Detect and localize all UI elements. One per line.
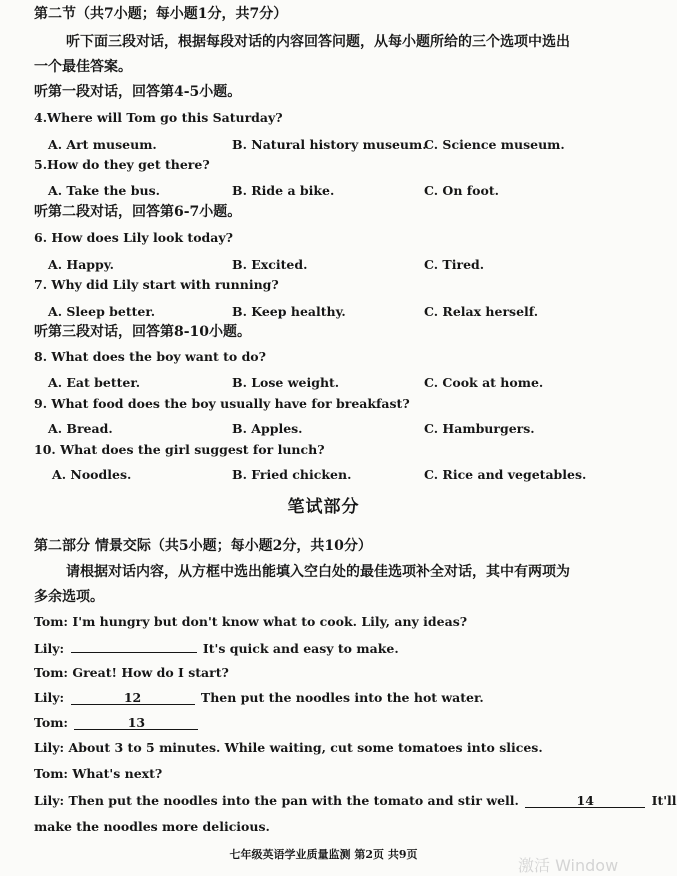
listening-instruction-line-1: 听下面三段对话，根据每段对话的内容回答问题，从每小题所给的三个选项中选出 xyxy=(66,34,570,50)
question-6-option-b: B. Excited. xyxy=(232,257,308,272)
question-5-option-a: A. Take the bus. xyxy=(48,183,160,198)
part-2-instruction-line-2: 多余选项。 xyxy=(34,589,104,605)
question-7: 7. Why did Lily start with running? xyxy=(34,277,279,292)
question-6-option-a: A. Happy. xyxy=(48,257,114,272)
written-test-title: 笔试部分 xyxy=(287,497,360,517)
question-9-option-c: C. Hamburgers. xyxy=(424,421,535,436)
dialog-2-heading: 听第二段对话，回答第6-7小题。 xyxy=(34,204,242,220)
dialogue-speaker: Lily: xyxy=(34,641,65,656)
question-4: 4.Where will Tom go this Saturday? xyxy=(34,110,283,125)
dialogue-line-8 xyxy=(34,793,677,809)
listening-section-title: 第二节（共7小题；每小题1分，共7分） xyxy=(34,6,288,22)
page-footer: 七年级英语学业质量监测 第2页 共9页 xyxy=(229,848,418,861)
listening-instruction-line-2: 一个最佳答案。 xyxy=(34,59,132,75)
question-4-option-a: A. Art museum. xyxy=(48,137,157,152)
dialogue-line-6: Lily: About 3 to 5 minutes. While waiting, cut some tomatoes into slices. xyxy=(34,740,543,755)
question-8: 8. What does the boy want to do? xyxy=(34,349,266,364)
question-6-option-c: C. Tired. xyxy=(424,257,485,272)
question-8-option-c: C. Cook at home. xyxy=(424,375,544,390)
dialogue-text: Lily: Then put the noodles into the pan with the tomato and stir well. xyxy=(34,793,519,808)
answer-blank-11[interactable] xyxy=(71,639,197,653)
dialog-3-heading: 听第三段对话，回答第8-10小题。 xyxy=(34,324,252,340)
question-7-option-c: C. Relax herself. xyxy=(424,304,539,319)
dialogue-text: It's quick and easy to make. xyxy=(202,641,399,656)
question-8-option-a: A. Eat better. xyxy=(48,375,141,390)
answer-blank-14[interactable]: 14 xyxy=(525,794,645,808)
answer-blank-12[interactable]: 12 xyxy=(71,691,195,705)
question-10-option-a: A. Noodles. xyxy=(52,467,132,482)
question-10-option-c: C. Rice and vegetables. xyxy=(424,467,587,482)
dialogue-line-3: Tom: Great! How do I start? xyxy=(34,665,229,680)
question-4-option-b: B. Natural history museum. xyxy=(232,137,427,152)
dialogue-line-5 xyxy=(34,715,200,731)
question-5-option-c: C. On foot. xyxy=(424,183,499,198)
dialogue-speaker: Tom: xyxy=(34,715,69,730)
dialogue-line-1: Tom: I'm hungry but don't know what to cook. Lily, any ideas? xyxy=(34,614,468,629)
question-8-option-b: B. Lose weight. xyxy=(232,375,340,390)
dialogue-text: Then put the noodles into the hot water. xyxy=(200,690,484,705)
dialog-1-heading: 听第一段对话，回答第4-5小题。 xyxy=(34,84,242,100)
question-10-option-b: B. Fried chicken. xyxy=(232,467,352,482)
dialogue-speaker: Lily: xyxy=(34,690,65,705)
dialogue-line-2 xyxy=(34,639,399,657)
question-4-option-c: C. Science museum. xyxy=(424,137,565,152)
question-5-option-b: B. Ride a bike. xyxy=(232,183,335,198)
dialogue-text: It'll xyxy=(651,793,677,808)
part-2-title: 第二部分 情景交际（共5小题；每小题2分，共10分） xyxy=(34,538,372,554)
answer-blank-13[interactable]: 13 xyxy=(74,716,198,730)
question-7-option-a: A. Sleep better. xyxy=(48,304,156,319)
question-9: 9. What food does the boy usually have for breakfast? xyxy=(34,396,410,411)
question-5: 5.How do they get there? xyxy=(34,157,210,172)
dialogue-line-4 xyxy=(34,690,484,706)
question-9-option-b: B. Apples. xyxy=(232,421,303,436)
part-2-instruction-line-1: 请根据对话内容，从方框中选出能填入空白处的最佳选项补全对话，其中有两项为 xyxy=(66,564,570,580)
question-6: 6. How does Lily look today? xyxy=(34,230,233,245)
activation-watermark: 激活 Window xyxy=(518,856,619,875)
dialogue-line-7: Tom: What's next? xyxy=(34,766,163,781)
question-7-option-b: B. Keep healthy. xyxy=(232,304,346,319)
question-9-option-a: A. Bread. xyxy=(48,421,113,436)
question-10: 10. What does the girl suggest for lunch? xyxy=(34,442,325,457)
dialogue-line-9: make the noodles more delicious. xyxy=(34,819,270,834)
